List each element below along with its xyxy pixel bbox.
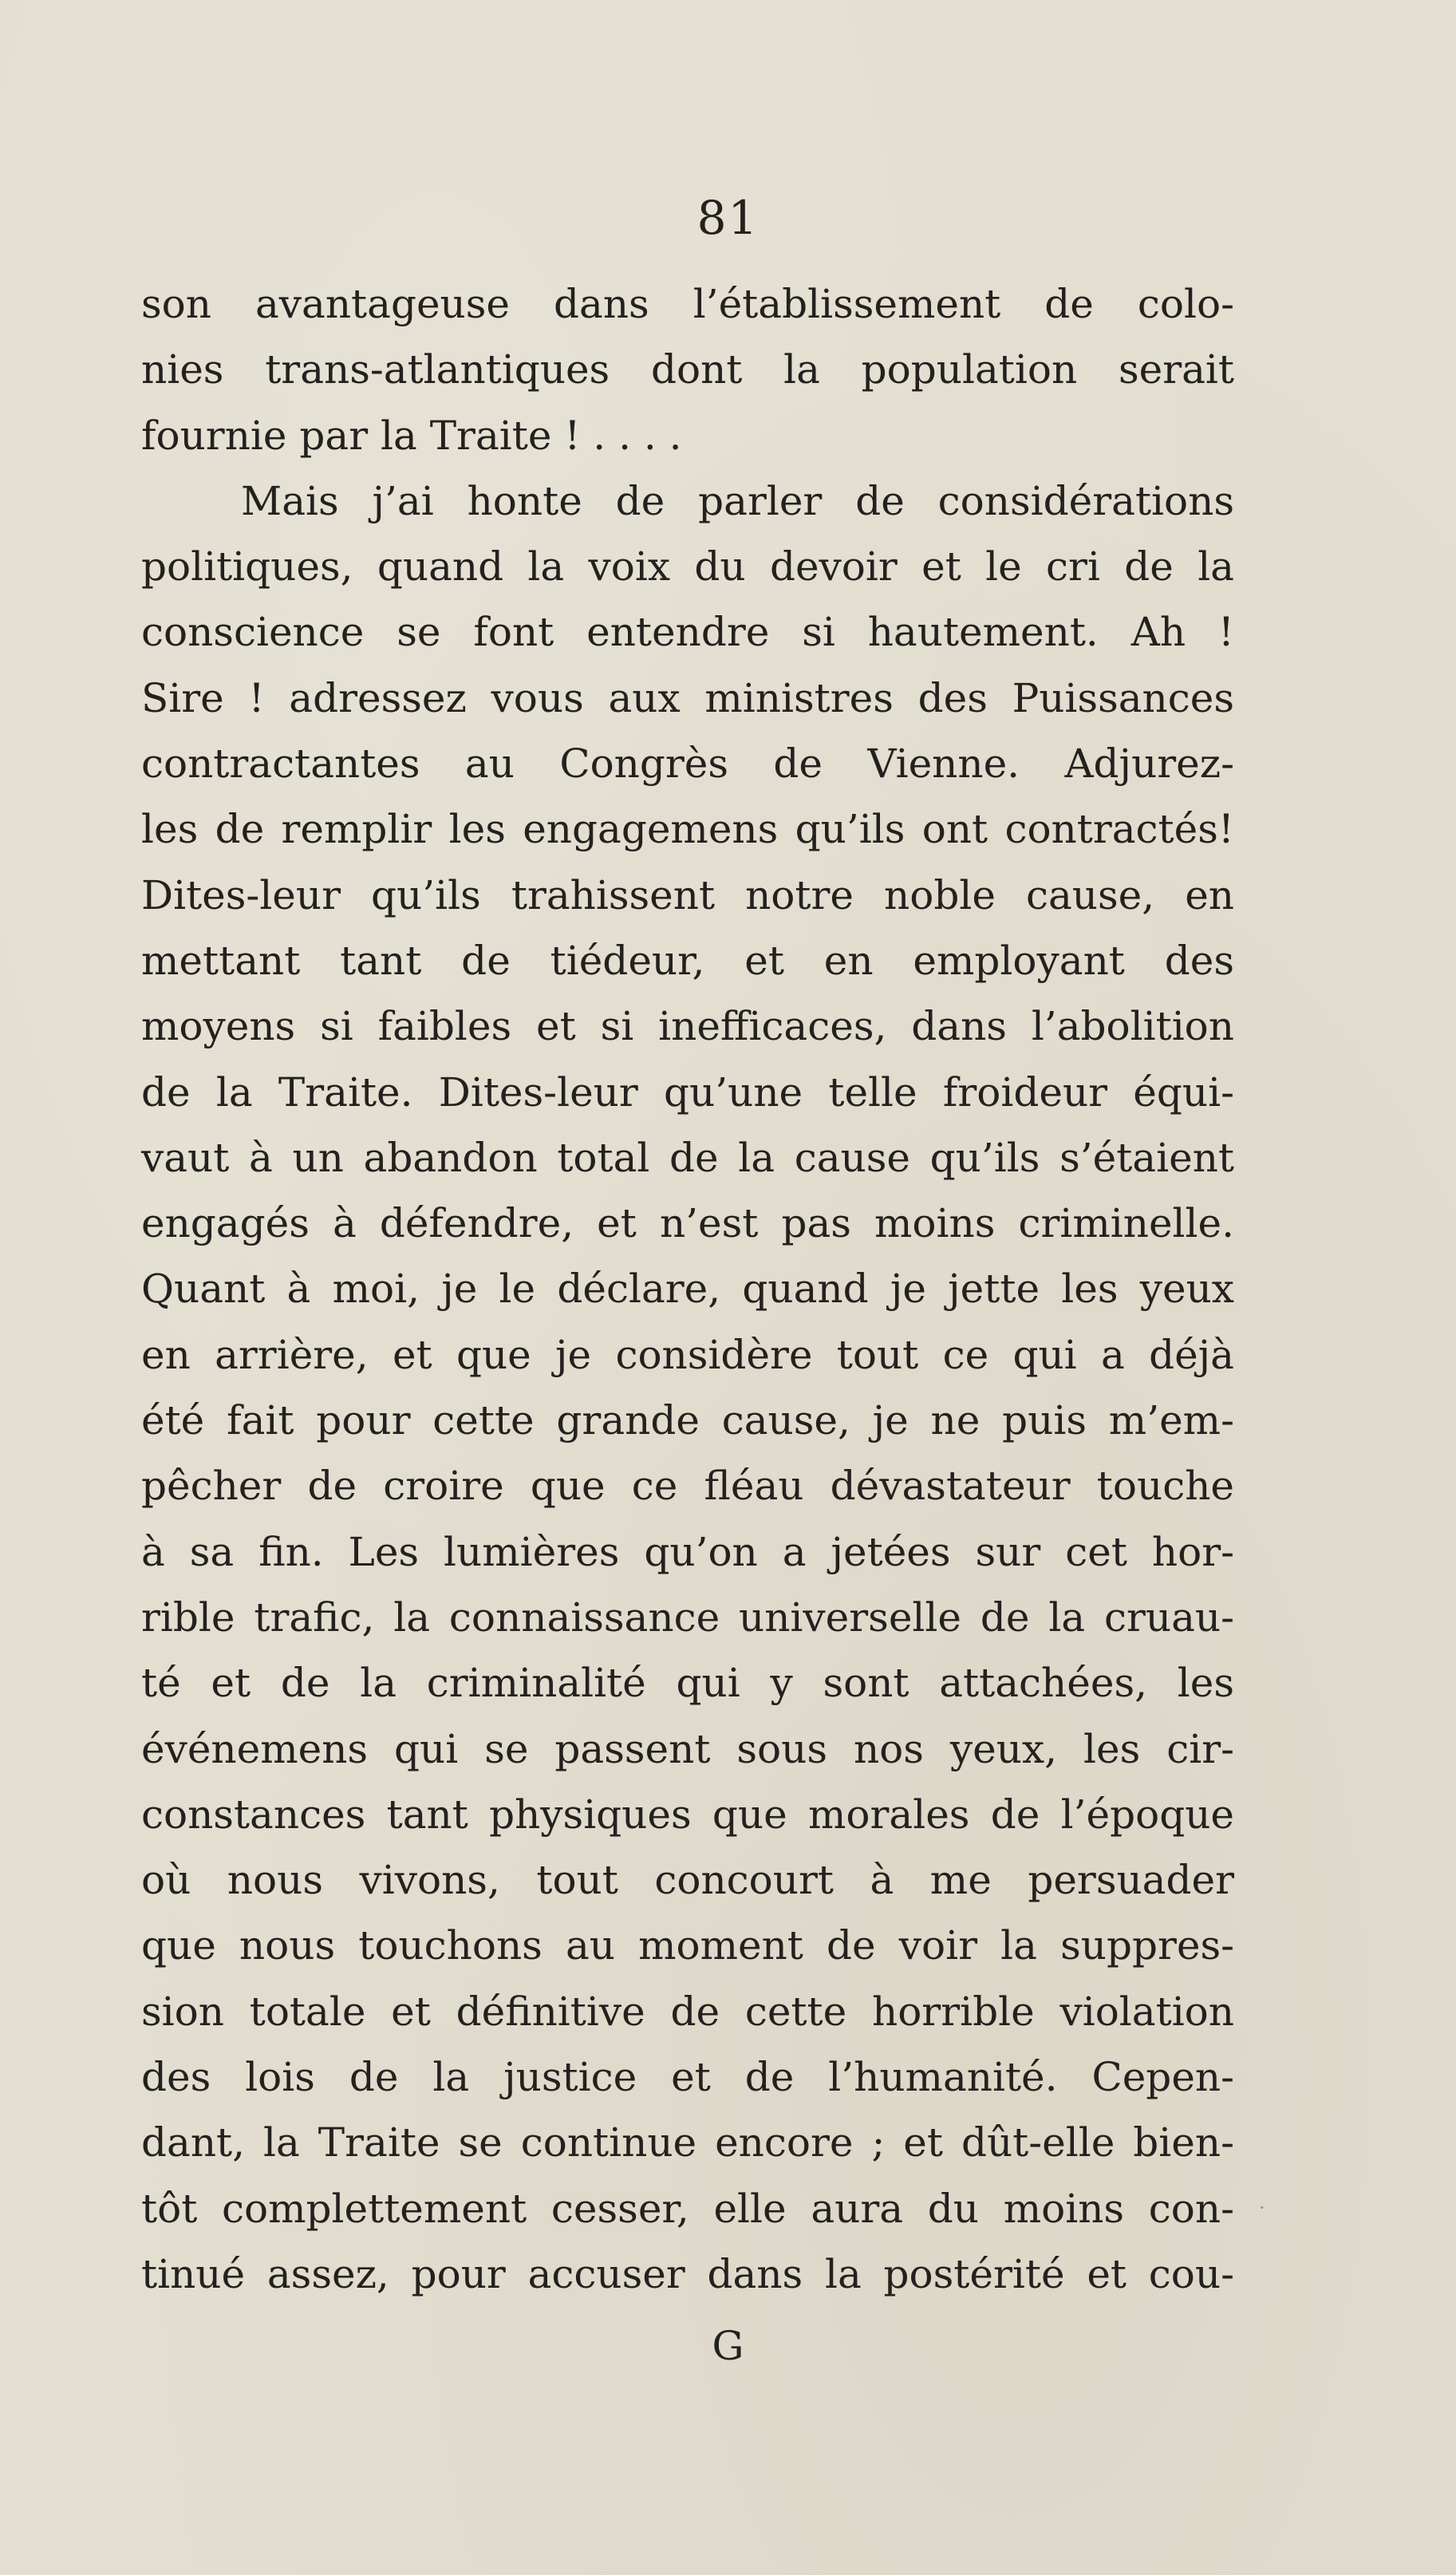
text-line: engagés à défendre, et n’est pas moins criminelle. — [141, 1200, 1234, 1247]
text-line: politiques, quand la voix du devoir et le cri de la — [141, 543, 1234, 590]
text-line: contractantes au Congrès de Vienne. Adjurez- — [141, 741, 1234, 788]
text-line: de la Traite. Dites-leur qu’une telle froideur équi- — [141, 1068, 1234, 1116]
text-line: les de remplir les engagemens qu’ils ont contractés! — [141, 806, 1234, 853]
text-line: sion totale et définitive de cette horrible violation — [141, 1988, 1234, 2035]
ink-speck-decoration: · — [1259, 2197, 1265, 2219]
text-line: que nous touchons au moment de voir la suppres- — [141, 1922, 1234, 1969]
text-line: été fait pour cette grande cause, je ne puis m’em- — [141, 1397, 1234, 1444]
text-line: moyens si faibles et si inefficaces, dans l’abolition — [141, 1003, 1234, 1050]
text-line: à sa fin. Les lumières qu’on a jetées sur cet hor- — [141, 1528, 1234, 1575]
text-line: en arrière, et que je considère tout ce qui a déjà — [141, 1331, 1234, 1378]
text-line: dant, la Traite se continue encore ; et dût-elle bien- — [141, 2119, 1234, 2166]
text-line: nies trans-atlantiques dont la population serait — [141, 346, 1234, 393]
text-line: où nous vivons, tout concourt à me persuader — [141, 1857, 1234, 1904]
text-line: Dites-leur qu’ils trahissent notre noble cause, en — [141, 871, 1234, 918]
body-text — [141, 271, 1234, 2307]
text-line: conscience se font entendre si hautement. Ah ! — [141, 609, 1234, 656]
text-line: Quant à moi, je le déclare, quand je jette les yeux — [141, 1266, 1234, 1313]
text-line: tinué assez, pour accuser dans la postérité et cou- — [141, 2250, 1234, 2297]
text-line: pêcher de croire que ce fléau dévastateur touche — [141, 1463, 1234, 1510]
text-line: fournie par la Traite ! . . . . — [141, 412, 682, 459]
text-line: des lois de la justice et de l’humanité. Cepen- — [141, 2054, 1234, 2101]
text-line: vaut à un abandon total de la cause qu’ils s’étaient — [141, 1134, 1234, 1181]
text-line: constances tant physiques que morales de l’époque — [141, 1791, 1234, 1838]
text-line: mettant tant de tiédeur, et en employant des — [141, 937, 1234, 984]
text-line: Mais j’ai honte de parler de considérations — [241, 477, 1234, 524]
text-line: événemens qui se passent sous nos yeux, les cir- — [141, 1725, 1234, 1772]
text-line: rible trafic, la connaissance universelle de la cruau- — [141, 1594, 1234, 1641]
signature-mark: G — [712, 2323, 744, 2369]
text-line: Sire ! adressez vous aux ministres des Puissances — [141, 674, 1234, 721]
text-line: tôt complettement cesser, elle aura du moins con- — [141, 2185, 1234, 2232]
text-line: son avantageuse dans l’établissement de colo- — [141, 281, 1234, 327]
page-number: 81 — [696, 191, 760, 245]
text-line: té et de la criminalité qui y sont attachées, les — [141, 1660, 1234, 1707]
